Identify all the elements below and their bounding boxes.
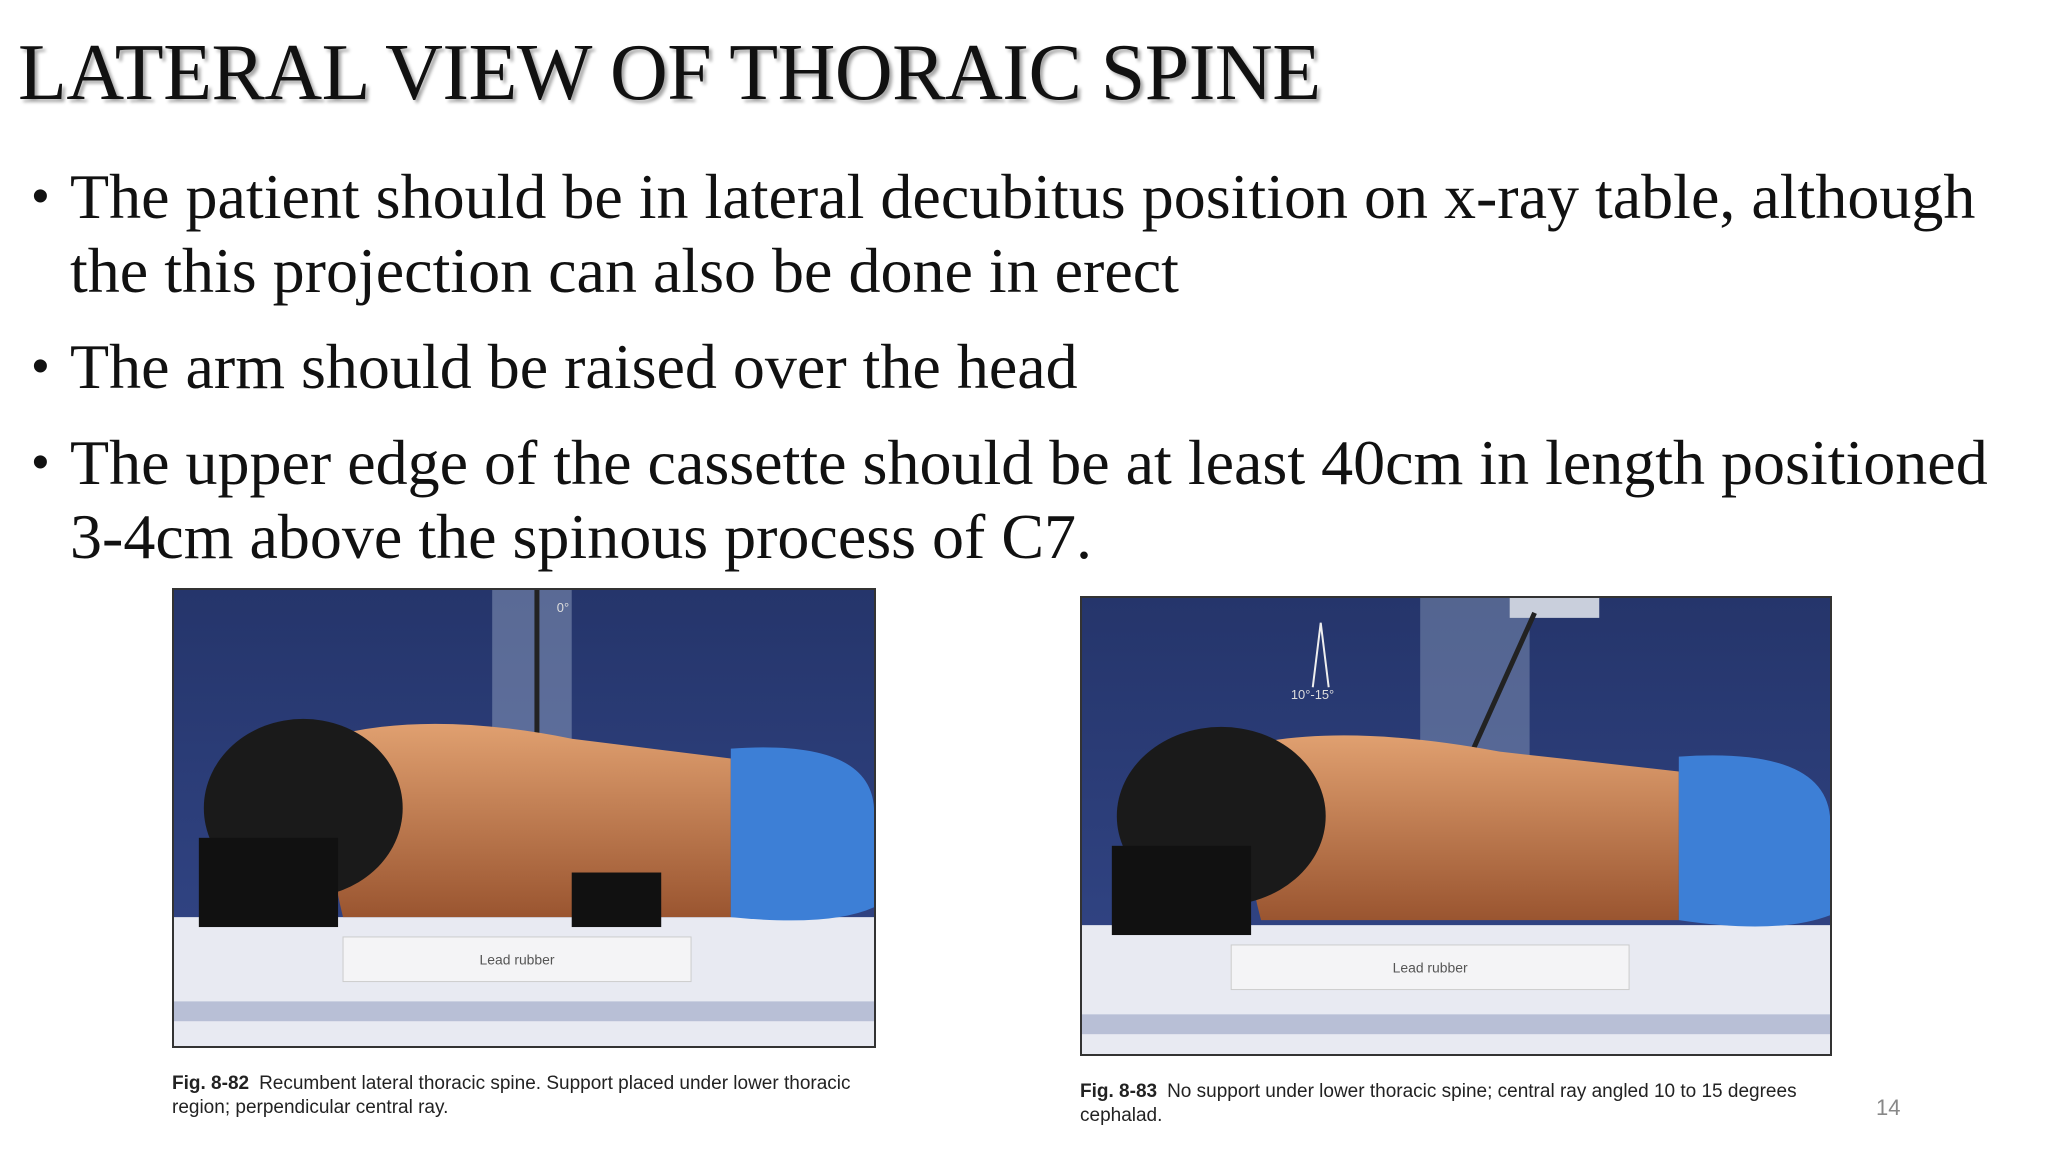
figure-label: Fig. 8-82 <box>172 1073 250 1094</box>
caption-text: Recumbent lateral thoracic spine. Support placed under lower thoracic region; perpendicular central ray. <box>172 1073 851 1118</box>
blue-pad <box>731 747 874 920</box>
angle-label: 10°-15° <box>1290 687 1335 703</box>
slide-title: LATERAL VIEW OF THORAIC SPINE <box>18 29 1321 117</box>
bullet-icon: • <box>32 170 49 223</box>
bullet-text: The arm should be raised over the head <box>70 331 1078 402</box>
figure-label: Fig. 8-83 <box>1080 1081 1158 1102</box>
tube-housing <box>1510 598 1600 618</box>
table-edge <box>174 1001 874 1021</box>
bullet-icon: • <box>32 436 49 489</box>
figure-caption <box>172 1072 876 1120</box>
bullet-item <box>30 426 2020 574</box>
figure-angled-ray <box>1080 596 1832 1128</box>
positioning-photo <box>172 588 876 1048</box>
support-block <box>1112 846 1251 935</box>
support-block <box>199 838 338 927</box>
table-edge <box>1082 1014 1830 1034</box>
figure-caption <box>1080 1080 1832 1128</box>
bullet-list <box>30 160 2020 596</box>
bullet-icon: • <box>32 340 49 393</box>
board-label: Lead rubber <box>479 951 555 968</box>
caption-text: No support under lower thoracic spine; central ray angled 10 to 15 degrees cephalad. <box>1080 1081 1797 1126</box>
angle-label: 0° <box>556 599 570 615</box>
bullet-item <box>30 160 2020 308</box>
slide-number: 14 <box>1876 1095 1901 1120</box>
figure-recumbent-lateral <box>172 588 876 1120</box>
bullet-text: The patient should be in lateral decubitus position on x-ray table, although the this projection can also be done in erect <box>70 161 1976 306</box>
board-label: Lead rubber <box>1392 959 1468 976</box>
positioning-photo <box>1080 596 1832 1056</box>
support-block-lower <box>572 873 661 928</box>
blue-pad <box>1679 755 1830 926</box>
bullet-text: The upper edge of the cassette should be at least 40cm in length positioned 3-4cm above the spinous process of C7. <box>70 427 1988 572</box>
bullet-item <box>30 330 2020 404</box>
